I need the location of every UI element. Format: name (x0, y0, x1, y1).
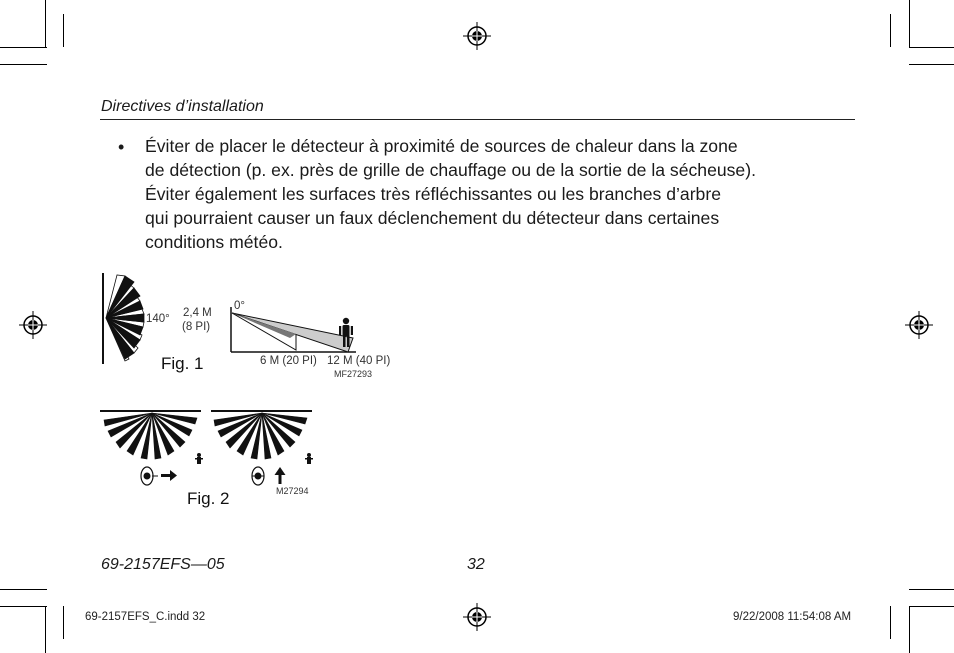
detection-fan-left (104, 413, 197, 459)
figure-2-caption: Fig. 2 (187, 489, 230, 508)
angle-0-label: 0° (234, 300, 245, 312)
person-walking-toward-icon (252, 467, 264, 485)
detection-fan-right (214, 413, 307, 459)
bullet-line: de détection (p. ex. près de grille de chauffage ou de la sortie de la sécheuse). (145, 160, 756, 180)
arrow-right-icon (161, 470, 177, 481)
small-person-icon-right (305, 453, 313, 464)
height-label: 2,4 M (183, 307, 212, 319)
bullet-line: Éviter de placer le détecteur à proximité de sources de chaleur dans la zone (145, 136, 738, 156)
person-walking-across-icon (141, 467, 158, 485)
slug-datetime: 9/22/2008 11:54:08 AM (733, 611, 852, 623)
distance-far-label: 12 M (40 PI) (327, 355, 391, 367)
angle-140-label: 140° (146, 313, 170, 325)
bullet-line: Éviter également les surfaces très réfléchissantes ou les branches d’arbre (145, 184, 721, 204)
section-title: Directives d’installation (101, 98, 264, 115)
distance-near-label: 6 M (20 PI) (260, 355, 317, 367)
figure-2-code: M27294 (276, 486, 309, 496)
figure-code: MF27293 (334, 369, 373, 379)
bullet-dot: • (118, 137, 125, 157)
arrow-up-icon (275, 467, 286, 484)
figure-1-caption: Fig. 1 (161, 354, 204, 373)
small-person-icon-left (195, 453, 203, 464)
document-number: 69-2157EFS—05 (101, 556, 225, 573)
slug-file-info: 69-2157EFS_C.indd 32 (85, 611, 206, 623)
bullet-line: conditions météo. (145, 232, 283, 252)
page-number: 32 (467, 556, 485, 573)
height-label-imperial: (8 PI) (182, 321, 211, 333)
bullet-line: qui pourraient causer un faux déclenchement du détecteur dans certaines (145, 208, 720, 228)
